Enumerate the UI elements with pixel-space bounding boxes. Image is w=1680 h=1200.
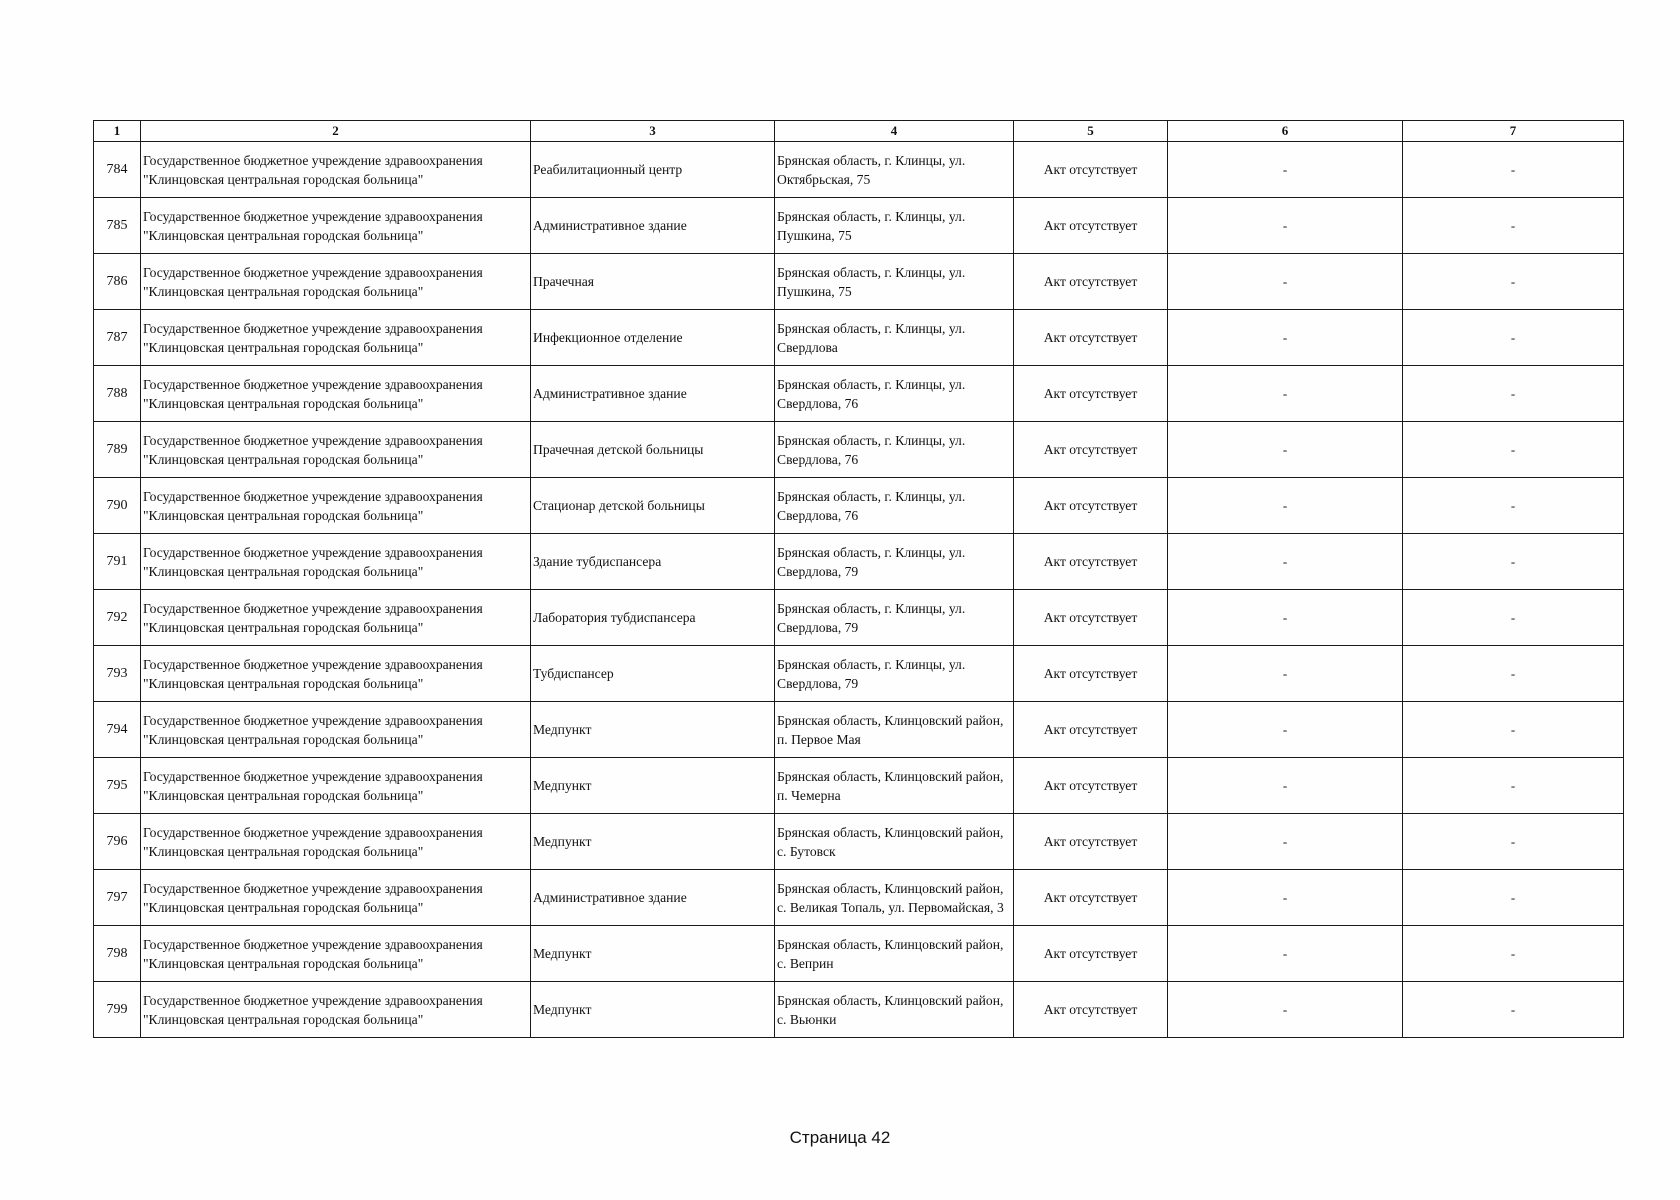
address-cell: Брянская область, г. Клинцы, ул. Октябрьская, 75 xyxy=(775,142,1014,198)
organization-cell: Государственное бюджетное учреждение здравоохранения "Клинцовская центральная городская больница" xyxy=(141,310,531,366)
object-name-cell: Медпункт xyxy=(531,758,775,814)
column-6-cell: - xyxy=(1168,702,1403,758)
object-name-cell: Инфекционное отделение xyxy=(531,310,775,366)
organization-cell: Государственное бюджетное учреждение здравоохранения "Клинцовская центральная городская больница" xyxy=(141,646,531,702)
table-row xyxy=(94,646,1624,702)
address-cell: Брянская область, Клинцовский район, с. Веприн xyxy=(775,926,1014,982)
organization-cell: Государственное бюджетное учреждение здравоохранения "Клинцовская центральная городская больница" xyxy=(141,870,531,926)
address-cell: Брянская область, Клинцовский район, с. Бутовск xyxy=(775,814,1014,870)
row-number: 792 xyxy=(94,590,141,646)
act-status-cell: Акт отсутствует xyxy=(1014,814,1168,870)
column-7-cell: - xyxy=(1403,478,1624,534)
column-7-cell: - xyxy=(1403,310,1624,366)
column-6-cell: - xyxy=(1168,814,1403,870)
table-row xyxy=(94,702,1624,758)
organization-cell: Государственное бюджетное учреждение здравоохранения "Клинцовская центральная городская больница" xyxy=(141,478,531,534)
row-number: 798 xyxy=(94,926,141,982)
table-row xyxy=(94,366,1624,422)
column-6-cell: - xyxy=(1168,142,1403,198)
act-status-cell: Акт отсутствует xyxy=(1014,758,1168,814)
organization-cell: Государственное бюджетное учреждение здравоохранения "Клинцовская центральная городская больница" xyxy=(141,366,531,422)
table-row xyxy=(94,198,1624,254)
table-row xyxy=(94,590,1624,646)
address-cell: Брянская область, г. Клинцы, ул. Свердлова xyxy=(775,310,1014,366)
table-row xyxy=(94,254,1624,310)
table-row xyxy=(94,982,1624,1038)
object-name-cell: Стационар детской больницы xyxy=(531,478,775,534)
row-number: 786 xyxy=(94,254,141,310)
column-6-cell: - xyxy=(1168,590,1403,646)
address-cell: Брянская область, Клинцовский район, п. Чемерна xyxy=(775,758,1014,814)
column-7-cell: - xyxy=(1403,814,1624,870)
act-status-cell: Акт отсутствует xyxy=(1014,926,1168,982)
row-number: 799 xyxy=(94,982,141,1038)
column-7-cell: - xyxy=(1403,198,1624,254)
column-7-cell: - xyxy=(1403,366,1624,422)
act-status-cell: Акт отсутствует xyxy=(1014,310,1168,366)
page-number: Страница 42 xyxy=(789,1128,891,1147)
organization-cell: Государственное бюджетное учреждение здравоохранения "Клинцовская центральная городская больница" xyxy=(141,982,531,1038)
row-number: 784 xyxy=(94,142,141,198)
object-name-cell: Прачечная xyxy=(531,254,775,310)
act-status-cell: Акт отсутствует xyxy=(1014,702,1168,758)
column-7-cell: - xyxy=(1403,422,1624,478)
column-header-4: 4 xyxy=(775,121,1014,142)
column-6-cell: - xyxy=(1168,758,1403,814)
row-number: 789 xyxy=(94,422,141,478)
object-name-cell: Административное здание xyxy=(531,870,775,926)
column-6-cell: - xyxy=(1168,310,1403,366)
table-row xyxy=(94,534,1624,590)
column-7-cell: - xyxy=(1403,926,1624,982)
act-status-cell: Акт отсутствует xyxy=(1014,646,1168,702)
table-row xyxy=(94,478,1624,534)
address-cell: Брянская область, г. Клинцы, ул. Свердлова, 79 xyxy=(775,646,1014,702)
address-cell: Брянская область, г. Клинцы, ул. Свердлова, 76 xyxy=(775,366,1014,422)
act-status-cell: Акт отсутствует xyxy=(1014,254,1168,310)
row-number: 788 xyxy=(94,366,141,422)
address-cell: Брянская область, г. Клинцы, ул. Свердлова, 76 xyxy=(775,478,1014,534)
organization-cell: Государственное бюджетное учреждение здравоохранения "Клинцовская центральная городская больница" xyxy=(141,422,531,478)
row-number: 797 xyxy=(94,870,141,926)
table-row xyxy=(94,926,1624,982)
organization-cell: Государственное бюджетное учреждение здравоохранения "Клинцовская центральная городская больница" xyxy=(141,254,531,310)
row-number: 796 xyxy=(94,814,141,870)
column-7-cell: - xyxy=(1403,590,1624,646)
column-6-cell: - xyxy=(1168,366,1403,422)
column-6-cell: - xyxy=(1168,478,1403,534)
table-row xyxy=(94,142,1624,198)
column-header-5: 5 xyxy=(1014,121,1168,142)
object-name-cell: Здание тубдиспансера xyxy=(531,534,775,590)
column-6-cell: - xyxy=(1168,534,1403,590)
column-7-cell: - xyxy=(1403,646,1624,702)
address-cell: Брянская область, г. Клинцы, ул. Свердлова, 76 xyxy=(775,422,1014,478)
object-name-cell: Реабилитационный центр xyxy=(531,142,775,198)
address-cell: Брянская область, Клинцовский район, с. Великая Топаль, ул. Первомайская, 3 xyxy=(775,870,1014,926)
object-name-cell: Прачечная детской больницы xyxy=(531,422,775,478)
column-header-2: 2 xyxy=(141,121,531,142)
address-cell: Брянская область, г. Клинцы, ул. Пушкина, 75 xyxy=(775,254,1014,310)
column-6-cell: - xyxy=(1168,646,1403,702)
act-status-cell: Акт отсутствует xyxy=(1014,422,1168,478)
act-status-cell: Акт отсутствует xyxy=(1014,478,1168,534)
row-number: 794 xyxy=(94,702,141,758)
table-row xyxy=(94,310,1624,366)
column-7-cell: - xyxy=(1403,142,1624,198)
column-6-cell: - xyxy=(1168,982,1403,1038)
column-7-cell: - xyxy=(1403,982,1624,1038)
column-6-cell: - xyxy=(1168,926,1403,982)
object-name-cell: Административное здание xyxy=(531,366,775,422)
column-header-3: 3 xyxy=(531,121,775,142)
table-body xyxy=(94,142,1624,1038)
column-7-cell: - xyxy=(1403,870,1624,926)
act-status-cell: Акт отсутствует xyxy=(1014,982,1168,1038)
address-cell: Брянская область, г. Клинцы, ул. Свердлова, 79 xyxy=(775,590,1014,646)
organization-cell: Государственное бюджетное учреждение здравоохранения "Клинцовская центральная городская больница" xyxy=(141,142,531,198)
column-header-7: 7 xyxy=(1403,121,1624,142)
column-header-1: 1 xyxy=(94,121,141,142)
column-7-cell: - xyxy=(1403,254,1624,310)
organization-cell: Государственное бюджетное учреждение здравоохранения "Клинцовская центральная городская больница" xyxy=(141,534,531,590)
object-name-cell: Медпункт xyxy=(531,814,775,870)
address-cell: Брянская область, Клинцовский район, с. Вьюнки xyxy=(775,982,1014,1038)
column-6-cell: - xyxy=(1168,422,1403,478)
act-status-cell: Акт отсутствует xyxy=(1014,198,1168,254)
organization-cell: Государственное бюджетное учреждение здравоохранения "Клинцовская центральная городская больница" xyxy=(141,702,531,758)
column-7-cell: - xyxy=(1403,702,1624,758)
row-number: 791 xyxy=(94,534,141,590)
row-number: 790 xyxy=(94,478,141,534)
object-name-cell: Лаборатория тубдиспансера xyxy=(531,590,775,646)
object-name-cell: Тубдиспансер xyxy=(531,646,775,702)
column-7-cell: - xyxy=(1403,534,1624,590)
table-row xyxy=(94,422,1624,478)
row-number: 787 xyxy=(94,310,141,366)
column-7-cell: - xyxy=(1403,758,1624,814)
column-6-cell: - xyxy=(1168,870,1403,926)
act-status-cell: Акт отсутствует xyxy=(1014,366,1168,422)
row-number: 793 xyxy=(94,646,141,702)
organization-cell: Государственное бюджетное учреждение здравоохранения "Клинцовская центральная городская больница" xyxy=(141,590,531,646)
row-number: 785 xyxy=(94,198,141,254)
organization-cell: Государственное бюджетное учреждение здравоохранения "Клинцовская центральная городская больница" xyxy=(141,926,531,982)
act-status-cell: Акт отсутствует xyxy=(1014,142,1168,198)
address-cell: Брянская область, г. Клинцы, ул. Пушкина, 75 xyxy=(775,198,1014,254)
table-row xyxy=(94,870,1624,926)
object-name-cell: Медпункт xyxy=(531,702,775,758)
registry-table xyxy=(93,120,1624,1038)
organization-cell: Государственное бюджетное учреждение здравоохранения "Клинцовская центральная городская больница" xyxy=(141,814,531,870)
column-6-cell: - xyxy=(1168,254,1403,310)
header-row xyxy=(94,121,1624,142)
table-row xyxy=(94,814,1624,870)
row-number: 795 xyxy=(94,758,141,814)
act-status-cell: Акт отсутствует xyxy=(1014,590,1168,646)
object-name-cell: Медпункт xyxy=(531,926,775,982)
address-cell: Брянская область, Клинцовский район, п. Первое Мая xyxy=(775,702,1014,758)
address-cell: Брянская область, г. Клинцы, ул. Свердлова, 79 xyxy=(775,534,1014,590)
organization-cell: Государственное бюджетное учреждение здравоохранения "Клинцовская центральная городская больница" xyxy=(141,758,531,814)
act-status-cell: Акт отсутствует xyxy=(1014,870,1168,926)
act-status-cell: Акт отсутствует xyxy=(1014,534,1168,590)
object-name-cell: Медпункт xyxy=(531,982,775,1038)
object-name-cell: Административное здание xyxy=(531,198,775,254)
table-row xyxy=(94,758,1624,814)
organization-cell: Государственное бюджетное учреждение здравоохранения "Клинцовская центральная городская больница" xyxy=(141,198,531,254)
column-6-cell: - xyxy=(1168,198,1403,254)
column-header-6: 6 xyxy=(1168,121,1403,142)
